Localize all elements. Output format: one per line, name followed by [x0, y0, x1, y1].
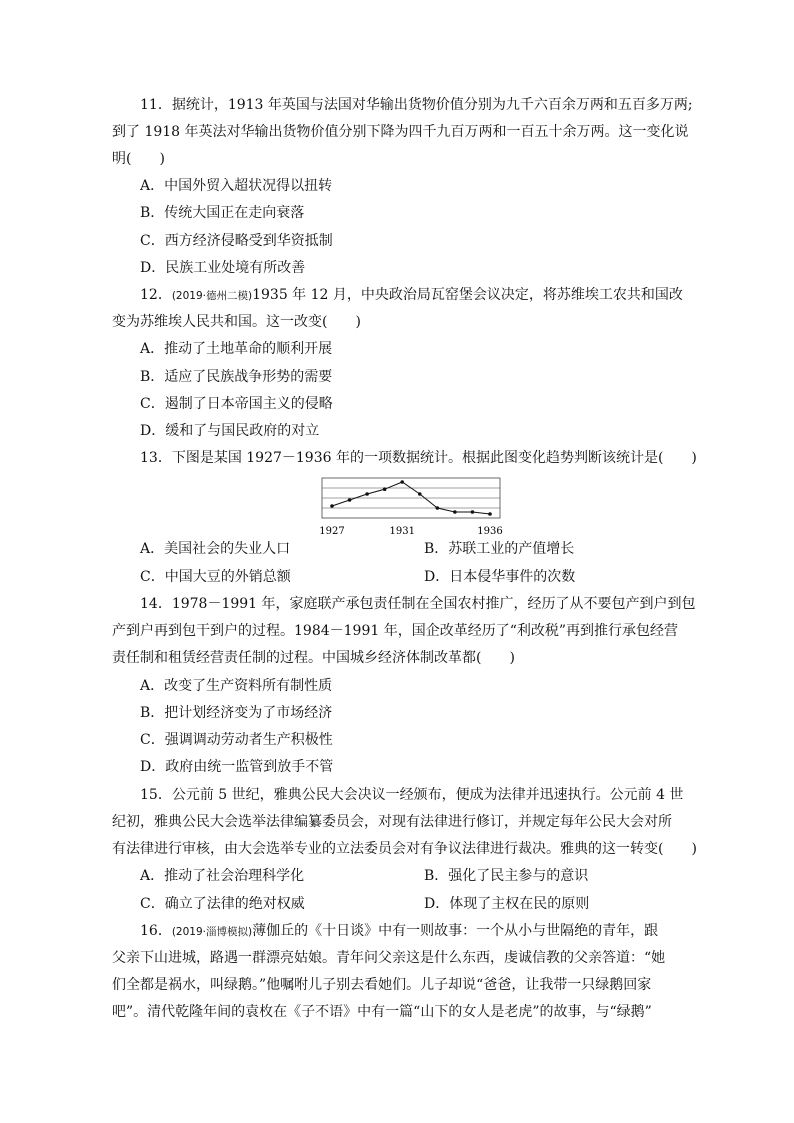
- chart-point: [471, 510, 475, 514]
- q12-option-d: D．缓和了与国民政府的对立: [140, 423, 320, 439]
- chart-point: [348, 498, 352, 502]
- q12-option-b: B．适应了民族战争形势的需要: [140, 369, 333, 385]
- chart-x-tick-label: 1936: [477, 526, 503, 537]
- chart-x-tick-label: 1927: [319, 526, 345, 537]
- chart-point: [453, 510, 457, 514]
- q14-option-c: C．强调调动劳动者生产积极性: [140, 732, 333, 748]
- q14-line-1: 14．1978－1991 年，家庭联产承包责任制在全国农村推广，经历了从不要包产到户到包: [140, 596, 696, 612]
- q14-option-a: A．改变了生产资料所有制性质: [140, 678, 333, 694]
- q14-option-d: D．政府由统一监管到放手不管: [140, 759, 334, 775]
- q16-source: (2019·淄博模拟): [171, 926, 253, 938]
- q15-line-2: 纪初，雅典公民大会选举法律编纂委员会，对现有法律进行修订，并规定每年公民大会对所: [112, 814, 672, 830]
- q12-source: (2019·德州二模): [171, 290, 253, 302]
- q16-line-1-text: 薄伽丘的《十日谈》中有一则故事：一个从小与世隔绝的青年，跟: [252, 923, 659, 939]
- q12-line-1-text: 1935 年 12 月，中央政治局瓦窑堡会议决定，将苏维埃工农共和国改: [252, 287, 683, 303]
- q11-option-a: A．中国外贸入超状况得以扭转: [140, 178, 333, 194]
- q13-option-d: D．日本侵华事件的次数: [424, 569, 576, 585]
- q11-option-c: C．西方经济侵略受到华资抵制: [140, 233, 333, 249]
- q11-option-d: D．民族工业处境有所改善: [140, 260, 306, 276]
- q15-line-3: 有法律进行审核，由大会选举专业的立法委员会对有争议法律进行裁决。雅典的这一转变( ): [112, 841, 697, 857]
- chart-point: [436, 506, 440, 510]
- q16-number: 16．: [140, 923, 172, 939]
- q14-option-b: B．把计划经济变为了市场经济: [140, 705, 333, 721]
- q12-option-c: C．遏制了日本帝国主义的侵略: [140, 396, 333, 412]
- q11-line-3: 明( ): [112, 151, 165, 167]
- q15-option-a: A．推动了社会治理科学化: [140, 868, 305, 884]
- q13-line-1: 13．下图是某国 1927－1936 年的一项数据统计。根据此图变化趋势判断该统计是( ): [140, 450, 697, 466]
- q12-option-a: A．推动了土地革命的顺利开展: [140, 341, 333, 357]
- q14-line-2: 产到户再到包干到户的过程。1984－1991 年，国企改革经历了“利改税”再到推行承包经营: [112, 623, 679, 639]
- q14-line-3: 责任制和租赁经营责任制的过程。中国城乡经济体制改革都( ): [112, 650, 515, 666]
- q13-option-c: C．中国大豆的外销总额: [140, 569, 291, 585]
- q16-line-3: 们全都是祸水，叫绿鹅。”他嘱咐儿子别去看她们。儿子却说“爸爸，让我带一只绿鹅回家: [112, 977, 652, 993]
- q16-line-4: 吧”。清代乾隆年间的袁枚在《子不语》中有一篇“山下的女人是老虎”的故事，与“绿鹅”: [112, 1004, 652, 1020]
- chart-point: [330, 504, 334, 508]
- q16-line-1: [140, 922, 658, 941]
- chart-point: [400, 480, 404, 484]
- q16-line-2: 父亲下山进城，路遇一群漂亮姑娘。青年问父亲这是什么东西，虔诚信教的父亲答道：“她: [112, 950, 666, 966]
- chart-point: [488, 512, 492, 516]
- q11-option-b: B．传统大国正在走向衰落: [140, 205, 305, 221]
- q13-line-chart: [318, 474, 504, 540]
- q13-option-a: A．美国社会的失业人口: [140, 541, 291, 557]
- q15-option-d: D．体现了主权在民的原则: [424, 896, 590, 912]
- chart-point: [418, 492, 422, 496]
- q15-line-1: 15．公元前 5 世纪，雅典公民大会决议一经颁布，便成为法律并迅速执行。公元前 4 世: [140, 787, 684, 803]
- q12-line-1: [140, 286, 683, 305]
- chart-x-tick-label: 1931: [389, 526, 415, 537]
- q15-option-c: C．确立了法律的绝对权威: [140, 896, 305, 912]
- q13-option-b: B．苏联工业的产值增长: [424, 541, 575, 557]
- q11-line-2: 到了 1918 年英法对华输出货物价值分别下降为四千九百万两和一百五十余万两。这一变化说: [112, 124, 689, 140]
- chart-point: [365, 492, 369, 496]
- q11-line-1: 11．据统计，1913 年英国与法国对华输出货物价值分别为九千六百余万两和五百多万两;: [140, 97, 693, 113]
- q15-option-b: B．强化了民主参与的意识: [424, 868, 589, 884]
- q12-number: 12．: [140, 287, 172, 303]
- q12-line-2: 变为苏维埃人民共和国。这一改变( ): [112, 314, 361, 330]
- chart-svg: [318, 474, 504, 540]
- chart-point: [383, 487, 387, 491]
